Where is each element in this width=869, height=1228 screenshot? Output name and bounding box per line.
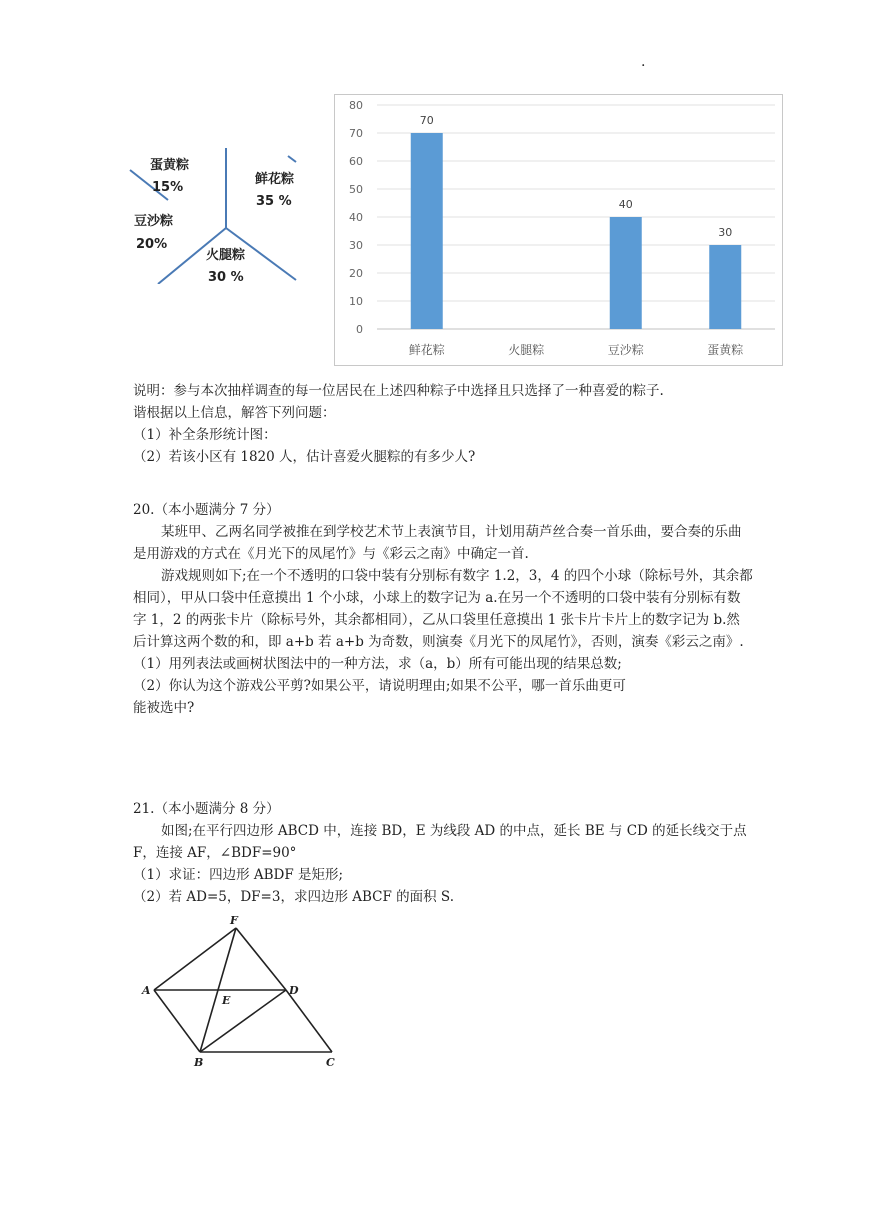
segment-BD [200,990,286,1052]
point-label-B: B [194,1056,204,1069]
pie-pct-dousha: 20% [136,237,168,252]
y-tick-label-10: 10 [349,295,363,308]
q19-block [133,380,753,468]
pie-label-dousha: 豆沙粽 [134,214,174,229]
q19-note: 说明：参与本次抽样调查的每一位居民在上述四种粽子中选择且只选择了一种喜爱的粽子. [133,383,664,399]
point-label-C: C [326,1056,335,1069]
x-tick-label-1: 火腿粽 [508,343,545,357]
data-label-2: 40 [618,198,633,211]
parallelogram-diagram [140,912,360,1078]
y-tick-label-60: 60 [349,155,363,168]
point-label-E: E [222,994,231,1007]
q20-title: 20.（本小题满分 7 分） [133,502,280,518]
pie-pct-danhuang: 15% [152,180,184,195]
y-tick-label-50: 50 [349,183,363,196]
page-mark: . [641,54,646,70]
q21-sub1: （1）求证：四边形 ABDF 是矩形; [133,867,344,883]
bar-chart [334,94,783,366]
segment-FD [236,928,286,990]
point-label-D: D [289,984,299,997]
q21-para1: 如图;在平行四边形 ABCD 中，连接 BD，E 为线段 AD 的中点，延长 BE 与 CD 的延长线交于点 F，连接 AF，∠BDF=90° [133,823,747,861]
q20-block [133,499,753,719]
pie-chart [128,148,308,284]
pie-edge-tick [288,156,296,162]
q20-para2: 游戏规则如下;在一个不透明的口袋中装有分别标有数字 1.2，3，4 的四个小球（除标号外，其余都相同），甲从口袋中任意摸出 1 个小球，小球上的数字记为 a.在另一个不透明的口袋中装有分别标有数字 1，2 的两张卡片（除标号外，其余都相同），乙从口袋里任意摸出 1 张卡片卡片上的数字记为 b.然后计算这两个数的和，即 a+b 若 a+b 为奇数，则演奏《月光下的凤尾竹》，否则，演奏《彩云之南》. [133,568,753,650]
q19-intro: 谐根据以上信息，解答下列问题： [133,405,336,421]
segment-AF [154,928,236,990]
point-label-A: A [142,984,151,997]
q21-title: 21.（本小题满分 8 分） [133,801,280,817]
y-tick-label-40: 40 [349,211,363,224]
y-tick-label-20: 20 [349,267,363,280]
y-tick-label-30: 30 [349,239,363,252]
q21-block [133,798,753,908]
q20-sub1: （1）用列表法或画树状图法中的一种方法，求（a，b）所有可能出现的结果总数; [133,656,622,672]
geometry-figure [140,912,360,1078]
q21-sub2: （2）若 AD=5，DF=3，求四边形 ABCF 的面积 S. [133,889,454,905]
q19-sub2: （2）若该小区有 1820 人，估计喜爱火腿粽的有多少人? [133,449,476,465]
point-label-F: F [230,914,238,927]
segment-AB [154,990,200,1052]
x-tick-label-3: 蛋黄粽 [707,343,744,357]
q19-sub1: （1）补全条形统计图： [133,427,277,443]
x-tick-label-0: 鲜花粽 [408,343,445,357]
data-label-3: 30 [718,226,733,239]
bar-0 [411,133,443,329]
q20-sub2b: 能被选中? [133,700,195,716]
pie-label-xianhua: 鲜花粽 [255,172,295,187]
pie-pct-xianhua: 35 % [256,194,292,209]
q20-sub2a: （2）你认为这个游戏公平剪?如果公平，请说明理由;如果不公平，哪一首乐曲更可 [133,678,626,694]
bar-3 [709,245,741,329]
data-label-0: 70 [419,114,434,127]
pie-label-danhuang: 蛋黄粽 [150,158,190,173]
bar-2 [610,217,642,329]
bar-chart-svg [335,95,782,365]
y-tick-label-70: 70 [349,127,363,140]
pie-pct-huotui: 30 % [208,270,244,284]
x-tick-label-2: 豆沙粽 [607,343,644,357]
segment-DC [286,990,332,1052]
q20-para1: 某班甲、乙两名同学被推在到学校艺术节上表演节目，计划用葫芦丝合奏一首乐曲，要合奏的乐曲是用游戏的方式在《月光下的凤尾竹》与《彩云之南》中确定一首. [133,524,742,562]
pie-label-huotui: 火腿粽 [206,248,246,263]
y-tick-label-80: 80 [349,99,363,112]
y-tick-label-0: 0 [356,323,363,336]
